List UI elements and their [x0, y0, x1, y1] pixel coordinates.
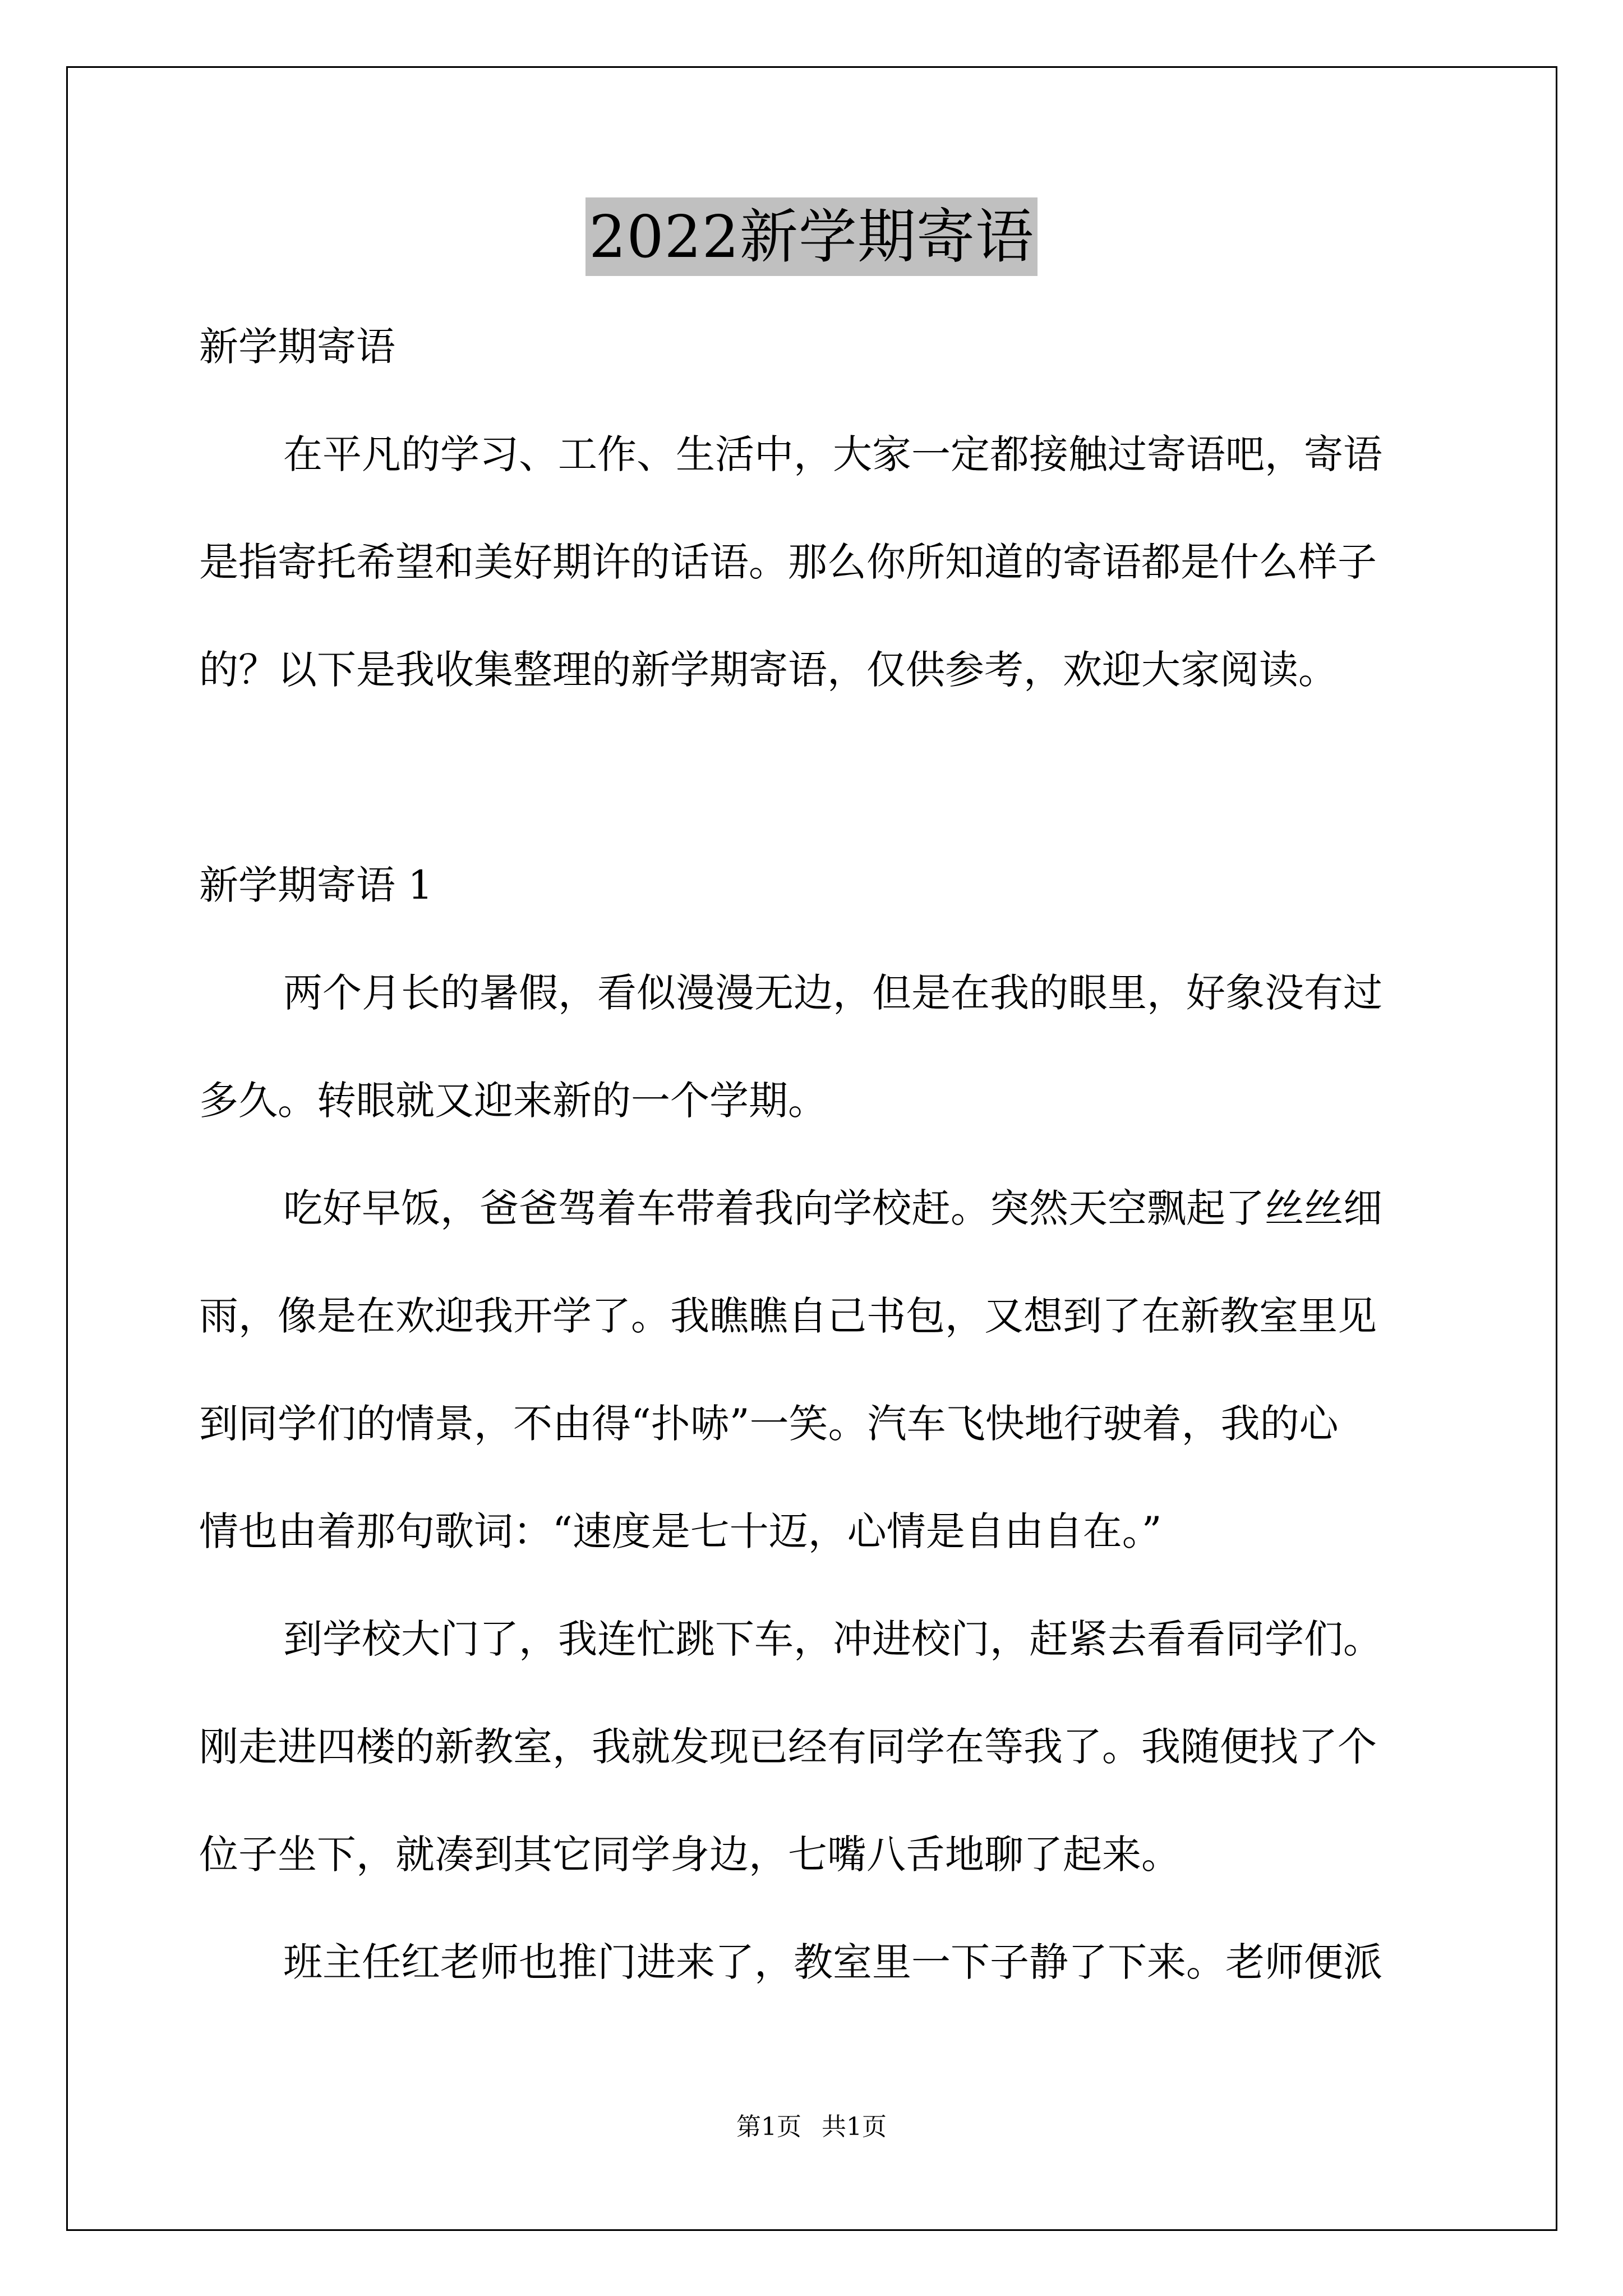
- intro-line: 是指寄托希望和美好期许的话语。那么你所知道的寄语都是什么样子: [199, 539, 1377, 585]
- page-total: 共1页: [822, 2113, 887, 2141]
- intro-line: 在平凡的学习、工作、生活中，大家一定都接触过寄语吧，寄语: [283, 431, 1382, 477]
- paragraph-line: 吃好早饭，爸爸驾着车带着我向学校赶。突然天空飘起了丝丝细: [283, 1185, 1382, 1231]
- paragraph-line: 到学校大门了，我连忙跳下车，冲进校门，赶紧去看看同学们。: [283, 1616, 1382, 1662]
- paragraph-line: 刚走进四楼的新教室，我就发现已经有同学在等我了。我随便找了个: [199, 1724, 1377, 1770]
- page-number: 第1页: [736, 2113, 801, 2141]
- document-body: [199, 314, 1422, 1989]
- intro-line: 的？以下是我收集整理的新学期寄语，仅供参考，欢迎大家阅读。: [199, 647, 1338, 693]
- paragraph-line: 多久。转眼就又迎来新的一个学期。: [199, 1078, 827, 1124]
- paragraph-line: 雨，像是在欢迎我开学了。我瞧瞧自己书包，又想到了在新教室里见: [199, 1293, 1377, 1339]
- subtitle: 新学期寄语: [199, 324, 395, 370]
- document-title: 2022新学期寄语: [585, 197, 1038, 276]
- paragraph-line: 位子坐下，就凑到其它同学身边，七嘴八舌地聊了起来。: [199, 1832, 1181, 1878]
- section-heading: 新学期寄语 1: [199, 862, 433, 908]
- paragraph-line: 到同学们的情景，不由得“扑哧”一笑。汽车飞快地行驶着，我的心: [199, 1401, 1339, 1447]
- paragraph-line: 情也由着那句歌词：“速度是七十迈，心情是自由自在。”: [199, 1508, 1162, 1554]
- paragraph-line: 两个月长的暑假，看似漫漫无边，但是在我的眼里，好象没有过: [283, 970, 1382, 1016]
- title-container: [0, 197, 1623, 276]
- page-footer: [0, 2110, 1623, 2144]
- paragraph-line: 班主任红老师也推门进来了，教室里一下子静了下来。老师便派: [283, 1939, 1382, 1985]
